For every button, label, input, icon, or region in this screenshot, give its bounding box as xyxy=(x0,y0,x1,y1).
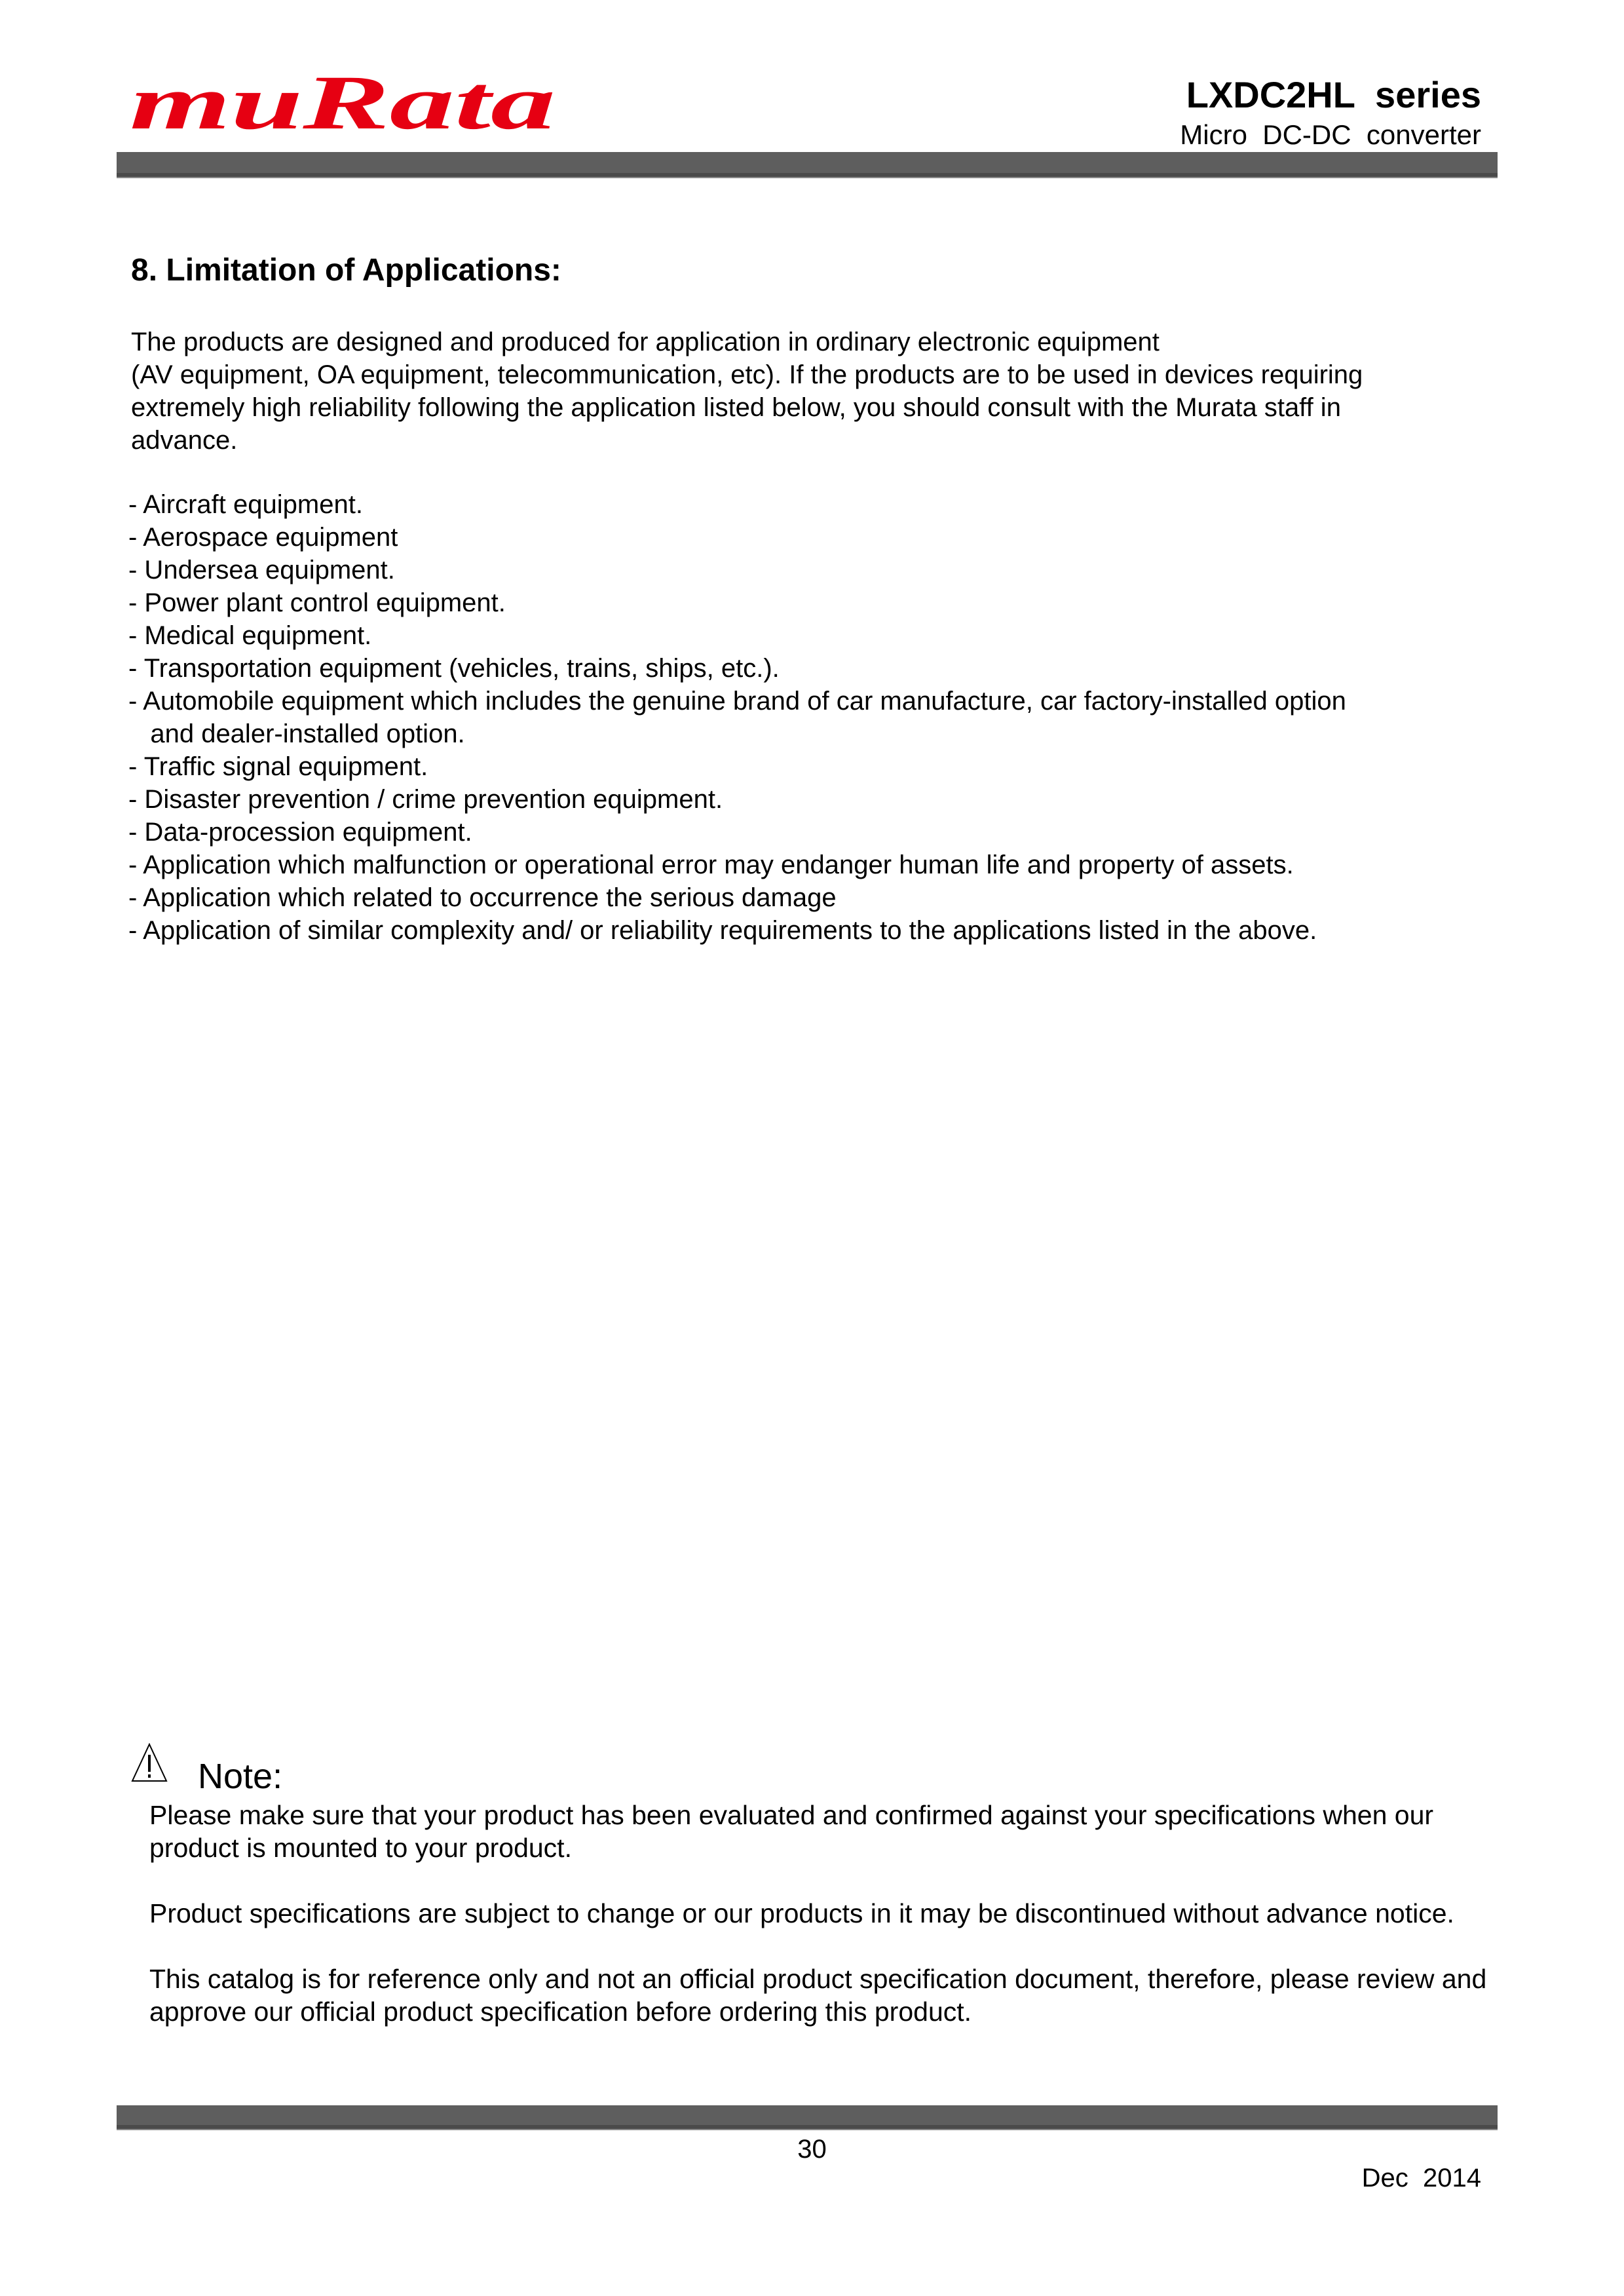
list-item: - Aircraft equipment. xyxy=(128,490,363,519)
list-item: - Undersea equipment. xyxy=(128,556,395,584)
note-paragraph: Product specifications are subject to change or our products in it may be discontinued without advance notice. xyxy=(149,1898,1454,1928)
list-item: - Data-procession equipment. xyxy=(128,818,472,847)
document-date: Dec 2014 xyxy=(1361,2164,1481,2192)
list-item: - Traffic signal equipment. xyxy=(128,752,428,781)
limitation-list xyxy=(128,488,1491,947)
list-item: - Disaster prevention / crime prevention equipment. xyxy=(128,785,723,814)
warning-triangle-icon xyxy=(131,1743,168,1782)
intro-paragraph xyxy=(131,326,1494,457)
section-title: 8. Limitation of Applications: xyxy=(131,253,561,288)
list-item: - Application which malfunction or operational error may endanger human life and property of assets. xyxy=(128,851,1294,879)
note-paragraph: Please make sure that your product has been evaluated and confirmed against your specifications when our product is mounted to your product. xyxy=(149,1800,1434,1863)
list-item: - Power plant control equipment. xyxy=(128,588,506,617)
note-body xyxy=(149,1799,1499,2061)
page-number: 30 xyxy=(797,2135,827,2164)
list-item: - Medical equipment. xyxy=(128,621,372,650)
list-item-continuation: and dealer-installed option. xyxy=(128,719,465,748)
list-item: - Application of similar complexity and/ or reliability requirements to the applications listed in the above. xyxy=(128,916,1317,945)
list-item: - Automobile equipment which includes the genuine brand of car manufacture, car factory-installed option xyxy=(128,687,1346,716)
intro-line: extremely high reliability following the application listed below, you should consult with the Murata staff in xyxy=(131,393,1341,422)
list-item: - Application which related to occurrence the serious damage xyxy=(128,883,837,912)
note-paragraph: This catalog is for reference only and not an official product specification document, therefore, please review and approve our official product specification before ordering this product. xyxy=(149,1964,1487,2027)
note-label: Note: xyxy=(198,1757,283,1796)
svg-text:muRata: muRata xyxy=(130,60,556,136)
intro-line: advance. xyxy=(131,426,238,455)
header-divider-bar xyxy=(117,152,1498,177)
list-item: - Transportation equipment (vehicles, trains, ships, etc.). xyxy=(128,654,780,683)
list-item: - Aerospace equipment xyxy=(128,523,398,552)
murata-logo-icon xyxy=(130,31,562,136)
series-title: LXDC2HL series xyxy=(1186,74,1481,115)
series-subtitle: Micro DC-DC converter xyxy=(1180,119,1481,150)
murata-logo xyxy=(130,31,562,136)
intro-line: The products are designed and produced for application in ordinary electronic equipment xyxy=(131,328,1160,356)
intro-line: (AV equipment, OA equipment, telecommunication, etc). If the products are to be used in devices requiring xyxy=(131,360,1363,389)
